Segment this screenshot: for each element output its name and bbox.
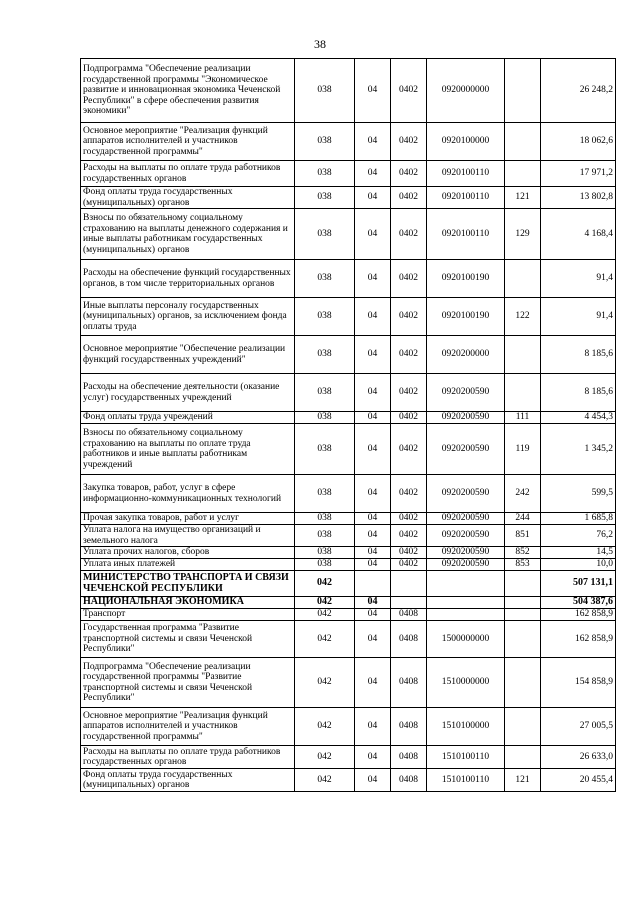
table-row (81, 336, 616, 374)
row-subsection-code: 0402 (391, 161, 427, 187)
table-row (81, 374, 616, 412)
row-section-code: 04 (355, 187, 391, 209)
row-target-code: 0920100110 (427, 161, 505, 187)
row-expense-type-code: 122 (505, 298, 541, 336)
row-subsection-code: 0408 (391, 621, 427, 658)
row-expense-type-code: 244 (505, 513, 541, 525)
row-ved-code: 038 (295, 161, 355, 187)
row-subsection-code: 0408 (391, 708, 427, 746)
row-target-code: 1510000000 (427, 658, 505, 708)
row-section-code: 04 (355, 525, 391, 547)
row-amount: 91,4 (541, 298, 616, 336)
row-expense-type-code: 852 (505, 547, 541, 559)
row-amount: 1 345,2 (541, 424, 616, 475)
table-row (81, 597, 616, 609)
row-ved-code: 038 (295, 525, 355, 547)
row-name: Основное мероприятие "Реализация функций аппаратов исполнителей и участников государственной программы" (81, 123, 295, 161)
row-expense-type-code: 119 (505, 424, 541, 475)
row-amount: 18 062,6 (541, 123, 616, 161)
table-row (81, 609, 616, 621)
row-subsection-code: 0402 (391, 59, 427, 123)
row-amount: 26 248,2 (541, 59, 616, 123)
budget-table (80, 58, 616, 792)
row-amount: 154 858,9 (541, 658, 616, 708)
row-subsection-code: 0402 (391, 336, 427, 374)
row-ved-code: 038 (295, 59, 355, 123)
row-section-code: 04 (355, 161, 391, 187)
row-section-code: 04 (355, 260, 391, 298)
row-ved-code: 038 (295, 412, 355, 424)
row-ved-code: 038 (295, 559, 355, 571)
row-name: Расходы на выплаты по оплате труда работников государственных органов (81, 161, 295, 187)
row-subsection-code: 0402 (391, 187, 427, 209)
row-section-code: 04 (355, 412, 391, 424)
row-target-code: 1510100000 (427, 708, 505, 746)
table-row (81, 412, 616, 424)
row-section-code: 04 (355, 123, 391, 161)
row-target-code: 1510100110 (427, 769, 505, 792)
row-name: Основное мероприятие "Реализация функций аппаратов исполнителей и участников государственной программы" (81, 708, 295, 746)
row-name: Расходы на обеспечение деятельности (оказание услуг) государственных учреждений (81, 374, 295, 412)
row-name: Уплата прочих налогов, сборов (81, 547, 295, 559)
row-ved-code: 042 (295, 746, 355, 769)
table-row (81, 513, 616, 525)
row-subsection-code: 0402 (391, 412, 427, 424)
row-target-code: 0920200590 (427, 412, 505, 424)
row-target-code: 0920200590 (427, 475, 505, 513)
row-amount: 10,0 (541, 559, 616, 571)
table-row (81, 746, 616, 769)
row-ved-code: 038 (295, 336, 355, 374)
row-expense-type-code: 129 (505, 209, 541, 260)
row-name: Фонд оплаты труда учреждений (81, 412, 295, 424)
row-amount: 27 005,5 (541, 708, 616, 746)
row-ved-code: 038 (295, 209, 355, 260)
row-name: МИНИСТЕРСТВО ТРАНСПОРТА И СВЯЗИ ЧЕЧЕНСКОЙ РЕСПУБЛИКИ (81, 571, 295, 597)
row-amount: 26 633,0 (541, 746, 616, 769)
row-expense-type-code (505, 571, 541, 597)
row-section-code: 04 (355, 547, 391, 559)
row-amount: 8 185,6 (541, 336, 616, 374)
row-target-code: 0920200590 (427, 547, 505, 559)
row-name: Уплата налога на имущество организаций и земельного налога (81, 525, 295, 547)
row-amount: 504 387,6 (541, 597, 616, 609)
row-ved-code: 042 (295, 708, 355, 746)
row-target-code: 0920100110 (427, 209, 505, 260)
row-ved-code: 042 (295, 609, 355, 621)
row-target-code: 0920100190 (427, 298, 505, 336)
row-amount: 13 802,8 (541, 187, 616, 209)
row-section-code: 04 (355, 769, 391, 792)
row-amount: 76,2 (541, 525, 616, 547)
row-amount: 4 168,4 (541, 209, 616, 260)
table-row (81, 621, 616, 658)
row-section-code: 04 (355, 209, 391, 260)
row-section-code: 04 (355, 374, 391, 412)
table-row (81, 559, 616, 571)
table-row (81, 298, 616, 336)
table-row (81, 209, 616, 260)
row-ved-code: 038 (295, 298, 355, 336)
row-subsection-code (391, 571, 427, 597)
row-name: Фонд оплаты труда государственных (муниципальных) органов (81, 769, 295, 792)
table-row (81, 161, 616, 187)
row-name: Фонд оплаты труда государственных (муниципальных) органов (81, 187, 295, 209)
row-ved-code: 042 (295, 571, 355, 597)
row-ved-code: 042 (295, 658, 355, 708)
row-name: Транспорт (81, 609, 295, 621)
row-expense-type-code (505, 161, 541, 187)
row-expense-type-code (505, 123, 541, 161)
row-subsection-code: 0402 (391, 260, 427, 298)
row-expense-type-code (505, 59, 541, 123)
table-row (81, 187, 616, 209)
row-subsection-code: 0402 (391, 475, 427, 513)
row-target-code: 0920200590 (427, 424, 505, 475)
row-ved-code: 038 (295, 547, 355, 559)
table-row (81, 260, 616, 298)
row-section-code: 04 (355, 336, 391, 374)
row-ved-code: 038 (295, 513, 355, 525)
row-subsection-code: 0402 (391, 298, 427, 336)
row-amount: 20 455,4 (541, 769, 616, 792)
row-name: Расходы на выплаты по оплате труда работников государственных органов (81, 746, 295, 769)
row-target-code: 0920100110 (427, 187, 505, 209)
row-expense-type-code (505, 609, 541, 621)
row-section-code: 04 (355, 597, 391, 609)
row-ved-code: 038 (295, 475, 355, 513)
row-amount: 1 685,8 (541, 513, 616, 525)
row-expense-type-code: 853 (505, 559, 541, 571)
row-section-code: 04 (355, 609, 391, 621)
row-subsection-code: 0408 (391, 746, 427, 769)
row-amount: 4 454,3 (541, 412, 616, 424)
table-row (81, 547, 616, 559)
row-section-code: 04 (355, 746, 391, 769)
row-target-code: 0920200590 (427, 525, 505, 547)
row-target-code: 0920200000 (427, 336, 505, 374)
row-subsection-code: 0402 (391, 123, 427, 161)
row-section-code: 04 (355, 475, 391, 513)
row-amount: 8 185,6 (541, 374, 616, 412)
table-row (81, 59, 616, 123)
row-subsection-code: 0408 (391, 769, 427, 792)
row-amount: 91,4 (541, 260, 616, 298)
row-section-code: 04 (355, 298, 391, 336)
row-target-code: 1510100110 (427, 746, 505, 769)
row-section-code (355, 571, 391, 597)
row-ved-code: 042 (295, 597, 355, 609)
row-section-code: 04 (355, 424, 391, 475)
row-name: Подпрограмма "Обеспечение реализации государственной программы "Экономическое развитие и инновационная экономика Чеченской Республики" в сфере обеспечения развития экономики" (81, 59, 295, 123)
row-target-code (427, 571, 505, 597)
row-ved-code: 038 (295, 123, 355, 161)
row-name: Иные выплаты персоналу государственных (муниципальных) органов, за исключением фонда оплаты труда (81, 298, 295, 336)
row-expense-type-code (505, 621, 541, 658)
table-row (81, 525, 616, 547)
row-target-code (427, 609, 505, 621)
row-subsection-code: 0402 (391, 513, 427, 525)
table-row (81, 769, 616, 792)
row-expense-type-code: 111 (505, 412, 541, 424)
row-expense-type-code: 121 (505, 769, 541, 792)
row-expense-type-code (505, 336, 541, 374)
row-expense-type-code: 121 (505, 187, 541, 209)
row-subsection-code: 0402 (391, 209, 427, 260)
row-ved-code: 038 (295, 424, 355, 475)
row-subsection-code: 0408 (391, 609, 427, 621)
row-name: Подпрограмма "Обеспечение реализации государственной программы "Развитие транспортной системы и связи Чеченской Республики" (81, 658, 295, 708)
row-subsection-code: 0402 (391, 559, 427, 571)
row-expense-type-code (505, 746, 541, 769)
row-target-code: 1500000000 (427, 621, 505, 658)
row-name: Взносы по обязательному социальному страхованию на выплаты денежного содержания и иные выплаты работникам государственных (муниципальных) органов (81, 209, 295, 260)
row-target-code: 0920100000 (427, 123, 505, 161)
row-amount: 14,5 (541, 547, 616, 559)
row-subsection-code: 0402 (391, 525, 427, 547)
row-amount: 17 971,2 (541, 161, 616, 187)
row-expense-type-code (505, 708, 541, 746)
row-ved-code: 038 (295, 374, 355, 412)
row-subsection-code: 0408 (391, 658, 427, 708)
row-subsection-code (391, 597, 427, 609)
row-ved-code: 042 (295, 621, 355, 658)
row-section-code: 04 (355, 559, 391, 571)
row-section-code: 04 (355, 621, 391, 658)
row-name: Прочая закупка товаров, работ и услуг (81, 513, 295, 525)
row-name: Расходы на обеспечение функций государственных органов, в том числе территориальных органов (81, 260, 295, 298)
table-row (81, 658, 616, 708)
row-target-code: 0920200590 (427, 559, 505, 571)
table-row (81, 475, 616, 513)
row-expense-type-code (505, 658, 541, 708)
table-row (81, 424, 616, 475)
row-name: НАЦИОНАЛЬНАЯ ЭКОНОМИКА (81, 597, 295, 609)
row-amount: 162 858,9 (541, 621, 616, 658)
row-target-code: 0920200590 (427, 513, 505, 525)
row-ved-code: 038 (295, 260, 355, 298)
row-expense-type-code: 851 (505, 525, 541, 547)
table-row (81, 708, 616, 746)
row-section-code: 04 (355, 59, 391, 123)
row-subsection-code: 0402 (391, 424, 427, 475)
row-ved-code: 042 (295, 769, 355, 792)
page-number: 38 (314, 37, 326, 51)
row-name: Уплата иных платежей (81, 559, 295, 571)
row-target-code: 0920200590 (427, 374, 505, 412)
row-name: Государственная программа "Развитие транспортной системы и связи Чеченской Республики" (81, 621, 295, 658)
row-name: Закупка товаров, работ, услуг в сфере информационно-коммуникационных технологий (81, 475, 295, 513)
row-name: Основное мероприятие "Обеспечение реализации функций государственных учреждений" (81, 336, 295, 374)
row-expense-type-code (505, 597, 541, 609)
table-row (81, 123, 616, 161)
row-subsection-code: 0402 (391, 374, 427, 412)
row-amount: 599,5 (541, 475, 616, 513)
row-target-code: 0920000000 (427, 59, 505, 123)
row-target-code (427, 597, 505, 609)
row-amount: 507 131,1 (541, 571, 616, 597)
row-expense-type-code: 242 (505, 475, 541, 513)
table-row (81, 571, 616, 597)
row-expense-type-code (505, 374, 541, 412)
row-section-code: 04 (355, 708, 391, 746)
row-subsection-code: 0402 (391, 547, 427, 559)
row-amount: 162 858,9 (541, 609, 616, 621)
row-ved-code: 038 (295, 187, 355, 209)
row-expense-type-code (505, 260, 541, 298)
row-target-code: 0920100190 (427, 260, 505, 298)
row-name: Взносы по обязательному социальному страхованию на выплаты по оплате труда работников и иные выплаты работникам учреждений (81, 424, 295, 475)
row-section-code: 04 (355, 658, 391, 708)
row-section-code: 04 (355, 513, 391, 525)
